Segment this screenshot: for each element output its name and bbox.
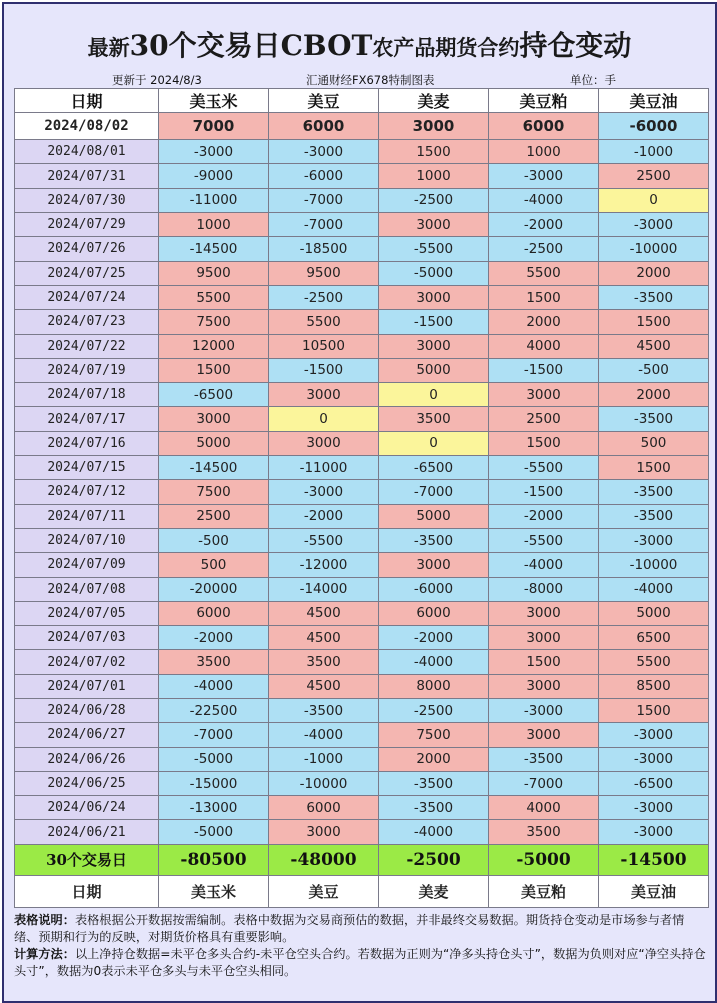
table-row: [15, 334, 709, 358]
value-cell: -12000: [269, 553, 379, 577]
date-cell: 2024/07/22: [15, 334, 159, 358]
value-cell: 6000: [379, 601, 489, 625]
value-cell: -3000: [159, 140, 269, 164]
value-cell: 5000: [599, 601, 709, 625]
value-cell: 7500: [379, 723, 489, 747]
value-cell: 3000: [489, 601, 599, 625]
value-cell: -1500: [489, 358, 599, 382]
value-cell: -1000: [269, 747, 379, 771]
value-cell: -3500: [489, 747, 599, 771]
value-cell: 3000: [379, 213, 489, 237]
value-cell: -7000: [489, 771, 599, 795]
value-cell: -14000: [269, 577, 379, 601]
value-cell: -3500: [379, 528, 489, 552]
value-cell: 5500: [269, 310, 379, 334]
column-header: 美豆: [269, 89, 379, 113]
table-row: [15, 261, 709, 285]
date-cell: 2024/07/24: [15, 285, 159, 309]
table-row: [15, 431, 709, 455]
title-prefix: 最新: [87, 35, 130, 60]
value-cell: -3000: [489, 698, 599, 722]
date-cell: 2024/06/27: [15, 723, 159, 747]
value-cell: -3000: [269, 140, 379, 164]
value-cell: -3500: [599, 407, 709, 431]
total-value: -48000: [269, 844, 379, 875]
date-cell: 2024/07/16: [15, 431, 159, 455]
total-row: [15, 844, 709, 875]
table-row: [15, 113, 709, 140]
value-cell: -3500: [599, 504, 709, 528]
value-cell: -3500: [379, 771, 489, 795]
date-cell: 2024/07/11: [15, 504, 159, 528]
date-cell: 2024/07/15: [15, 456, 159, 480]
value-cell: 9500: [159, 261, 269, 285]
value-cell: 3500: [379, 407, 489, 431]
total-value: -80500: [159, 844, 269, 875]
value-cell: -3000: [599, 820, 709, 844]
meta-bar: [4, 72, 715, 88]
table-row: [15, 285, 709, 309]
value-cell: 1000: [159, 213, 269, 237]
value-cell: 2000: [599, 261, 709, 285]
total-label: 30个交易日: [15, 844, 159, 875]
date-cell: 2024/06/21: [15, 820, 159, 844]
date-cell: 2024/07/31: [15, 164, 159, 188]
value-cell: 8500: [599, 674, 709, 698]
value-cell: 2000: [489, 310, 599, 334]
value-cell: -4000: [379, 820, 489, 844]
value-cell: 5000: [379, 504, 489, 528]
total-value: -5000: [489, 844, 599, 875]
value-cell: 3000: [379, 553, 489, 577]
value-cell: -2000: [159, 626, 269, 650]
footer-header-row: [15, 876, 709, 908]
value-cell: 6000: [269, 113, 379, 140]
date-cell: 2024/07/03: [15, 626, 159, 650]
value-cell: 3000: [379, 113, 489, 140]
date-cell: 2024/07/12: [15, 480, 159, 504]
table-row: [15, 383, 709, 407]
value-cell: 3500: [269, 650, 379, 674]
value-cell: 500: [159, 553, 269, 577]
value-cell: 3000: [159, 407, 269, 431]
value-cell: 3500: [489, 820, 599, 844]
value-cell: 3000: [489, 674, 599, 698]
date-cell: 2024/07/08: [15, 577, 159, 601]
value-cell: -5000: [379, 261, 489, 285]
value-cell: 1500: [489, 650, 599, 674]
position-table: [14, 88, 709, 908]
chart-frame: [2, 2, 717, 1003]
table-row: [15, 723, 709, 747]
value-cell: -4000: [489, 553, 599, 577]
table-row: [15, 480, 709, 504]
table-row: [15, 164, 709, 188]
value-cell: 500: [599, 431, 709, 455]
value-cell: -3000: [599, 528, 709, 552]
value-cell: -8000: [489, 577, 599, 601]
value-cell: -2500: [379, 698, 489, 722]
value-cell: -2500: [379, 188, 489, 212]
value-cell: -3000: [599, 796, 709, 820]
table-row: [15, 358, 709, 382]
value-cell: 7000: [159, 113, 269, 140]
footer-column-label: 日期: [15, 876, 159, 908]
value-cell: -14500: [159, 456, 269, 480]
value-cell: -13000: [159, 796, 269, 820]
value-cell: -6500: [159, 383, 269, 407]
value-cell: -2000: [379, 626, 489, 650]
table-row: [15, 771, 709, 795]
table-row: [15, 626, 709, 650]
value-cell: 4000: [489, 796, 599, 820]
value-cell: 3000: [489, 383, 599, 407]
value-cell: -7000: [379, 480, 489, 504]
date-cell: 2024/07/18: [15, 383, 159, 407]
value-cell: -5500: [489, 528, 599, 552]
table-note: [14, 912, 708, 946]
value-cell: -6000: [379, 577, 489, 601]
table-note-label: 表格说明：: [14, 913, 75, 927]
date-cell: 2024/07/29: [15, 213, 159, 237]
value-cell: -2500: [269, 285, 379, 309]
value-cell: -14500: [159, 237, 269, 261]
value-cell: -2000: [489, 504, 599, 528]
column-header: 美豆油: [599, 89, 709, 113]
date-cell: 2024/06/28: [15, 698, 159, 722]
value-cell: -3000: [489, 164, 599, 188]
footer-column-label: 美豆油: [599, 876, 709, 908]
value-cell: 8000: [379, 674, 489, 698]
value-cell: -20000: [159, 577, 269, 601]
value-cell: -15000: [159, 771, 269, 795]
table-row: [15, 650, 709, 674]
table-row: [15, 820, 709, 844]
title-suffix: 持仓变动: [519, 29, 632, 62]
footer-column-label: 美玉米: [159, 876, 269, 908]
value-cell: 3000: [379, 285, 489, 309]
value-cell: -7000: [269, 188, 379, 212]
table-header-row: [15, 89, 709, 113]
table-row: [15, 407, 709, 431]
value-cell: -1000: [599, 140, 709, 164]
value-cell: 0: [379, 431, 489, 455]
date-cell: 2024/06/26: [15, 747, 159, 771]
value-cell: 1500: [599, 310, 709, 334]
value-cell: 12000: [159, 334, 269, 358]
value-cell: 6500: [599, 626, 709, 650]
title-mid2: 农产品期货合约: [372, 35, 520, 60]
value-cell: 3000: [269, 820, 379, 844]
date-cell: 2024/07/10: [15, 528, 159, 552]
value-cell: -2500: [489, 237, 599, 261]
table-row: [15, 188, 709, 212]
table-note-text: 表格根据公开数据按需编制。表格中数据为交易商预估的数据，并非最终交易数据。期货持仓变动是市场参与者情绪、预期和行为的反映，对期货价格具有重要影响。: [14, 913, 685, 944]
value-cell: -11000: [269, 456, 379, 480]
value-cell: -5500: [489, 456, 599, 480]
value-cell: -6500: [379, 456, 489, 480]
value-cell: -5500: [379, 237, 489, 261]
value-cell: 1500: [159, 358, 269, 382]
unit-label: 单位：手: [570, 73, 616, 87]
table-row: [15, 528, 709, 552]
value-cell: 3000: [269, 431, 379, 455]
table-row: [15, 310, 709, 334]
value-cell: -2000: [489, 213, 599, 237]
updated-date: 更新于 2024/8/3: [112, 73, 202, 87]
value-cell: 10500: [269, 334, 379, 358]
total-value: -2500: [379, 844, 489, 875]
value-cell: -2000: [269, 504, 379, 528]
value-cell: -6500: [599, 771, 709, 795]
value-cell: -4000: [269, 723, 379, 747]
value-cell: -11000: [159, 188, 269, 212]
value-cell: -4000: [489, 188, 599, 212]
value-cell: -500: [599, 358, 709, 382]
date-cell: 2024/07/30: [15, 188, 159, 212]
value-cell: 4500: [269, 601, 379, 625]
table-row: [15, 796, 709, 820]
table-row: [15, 456, 709, 480]
table-row: [15, 213, 709, 237]
value-cell: -3000: [599, 213, 709, 237]
value-cell: -18500: [269, 237, 379, 261]
value-cell: -5500: [269, 528, 379, 552]
value-cell: -3500: [599, 285, 709, 309]
value-cell: 2000: [379, 747, 489, 771]
calc-note: [14, 946, 708, 980]
calc-note-text: 以上净持仓数据=未平仓多头合约-未平仓空头合约。若数据为正则为“净多头持仓头寸”，数据为负则对应“净空头持仓头寸”，数据为0表示未平仓多头与未平仓空头相同。: [14, 947, 706, 978]
value-cell: -10000: [599, 553, 709, 577]
column-header: 美豆粕: [489, 89, 599, 113]
table-row: [15, 140, 709, 164]
value-cell: -6000: [599, 113, 709, 140]
value-cell: -4000: [159, 674, 269, 698]
value-cell: 0: [599, 188, 709, 212]
calc-note-label: 计算方法：: [14, 947, 75, 961]
value-cell: -6000: [269, 164, 379, 188]
value-cell: 5500: [599, 650, 709, 674]
value-cell: -1500: [269, 358, 379, 382]
title-mid: 30个交易日CBOT: [129, 29, 373, 62]
value-cell: 4500: [269, 674, 379, 698]
value-cell: 1000: [489, 140, 599, 164]
value-cell: -3500: [599, 480, 709, 504]
value-cell: 1500: [489, 285, 599, 309]
value-cell: -3000: [599, 723, 709, 747]
value-cell: -10000: [599, 237, 709, 261]
value-cell: 3500: [159, 650, 269, 674]
value-cell: -10000: [269, 771, 379, 795]
value-cell: 1500: [489, 431, 599, 455]
table-row: [15, 553, 709, 577]
value-cell: 2000: [599, 383, 709, 407]
value-cell: -5000: [159, 820, 269, 844]
date-cell: 2024/08/01: [15, 140, 159, 164]
table-row: [15, 504, 709, 528]
table-row: [15, 674, 709, 698]
value-cell: 4000: [489, 334, 599, 358]
value-cell: 3000: [489, 626, 599, 650]
table-row: [15, 747, 709, 771]
date-cell: 2024/07/05: [15, 601, 159, 625]
value-cell: 3000: [379, 334, 489, 358]
value-cell: -3500: [269, 698, 379, 722]
value-cell: 4500: [599, 334, 709, 358]
date-cell: 2024/07/19: [15, 358, 159, 382]
date-cell: 2024/06/24: [15, 796, 159, 820]
value-cell: -4000: [599, 577, 709, 601]
value-cell: -1500: [489, 480, 599, 504]
value-cell: 3000: [489, 723, 599, 747]
value-cell: -5000: [159, 747, 269, 771]
value-cell: 1500: [599, 456, 709, 480]
column-header: 日期: [15, 89, 159, 113]
value-cell: 2500: [599, 164, 709, 188]
total-value: -14500: [599, 844, 709, 875]
date-cell: 2024/07/09: [15, 553, 159, 577]
value-cell: -7000: [159, 723, 269, 747]
footer-column-label: 美豆: [269, 876, 379, 908]
value-cell: 9500: [269, 261, 379, 285]
value-cell: 2500: [489, 407, 599, 431]
column-header: 美麦: [379, 89, 489, 113]
value-cell: -1500: [379, 310, 489, 334]
value-cell: 7500: [159, 480, 269, 504]
value-cell: -4000: [379, 650, 489, 674]
value-cell: -9000: [159, 164, 269, 188]
page-title: [4, 29, 715, 62]
value-cell: 1500: [379, 140, 489, 164]
value-cell: 5500: [489, 261, 599, 285]
table-row: [15, 698, 709, 722]
value-cell: 2500: [159, 504, 269, 528]
value-cell: -3000: [269, 480, 379, 504]
date-cell: 2024/06/25: [15, 771, 159, 795]
value-cell: 6000: [489, 113, 599, 140]
table-row: [15, 237, 709, 261]
date-cell: 2024/07/01: [15, 674, 159, 698]
value-cell: -3000: [599, 747, 709, 771]
table-row: [15, 577, 709, 601]
column-header: 美玉米: [159, 89, 269, 113]
value-cell: 5500: [159, 285, 269, 309]
value-cell: 3000: [269, 383, 379, 407]
value-cell: 6000: [159, 601, 269, 625]
value-cell: -22500: [159, 698, 269, 722]
value-cell: 7500: [159, 310, 269, 334]
value-cell: 1000: [379, 164, 489, 188]
date-cell: 2024/08/02: [15, 113, 159, 140]
source-label: 汇通财经FX678特制图表: [306, 73, 435, 87]
value-cell: 0: [379, 383, 489, 407]
value-cell: -500: [159, 528, 269, 552]
date-cell: 2024/07/26: [15, 237, 159, 261]
footer-column-label: 美麦: [379, 876, 489, 908]
value-cell: 6000: [269, 796, 379, 820]
value-cell: 1500: [599, 698, 709, 722]
value-cell: -7000: [269, 213, 379, 237]
date-cell: 2024/07/02: [15, 650, 159, 674]
footer-column-label: 美豆粕: [489, 876, 599, 908]
value-cell: 4500: [269, 626, 379, 650]
notes: [14, 912, 708, 980]
table-row: [15, 601, 709, 625]
date-cell: 2024/07/17: [15, 407, 159, 431]
date-cell: 2024/07/23: [15, 310, 159, 334]
date-cell: 2024/07/25: [15, 261, 159, 285]
value-cell: 5000: [159, 431, 269, 455]
value-cell: 0: [269, 407, 379, 431]
value-cell: 5000: [379, 358, 489, 382]
value-cell: -3500: [379, 796, 489, 820]
